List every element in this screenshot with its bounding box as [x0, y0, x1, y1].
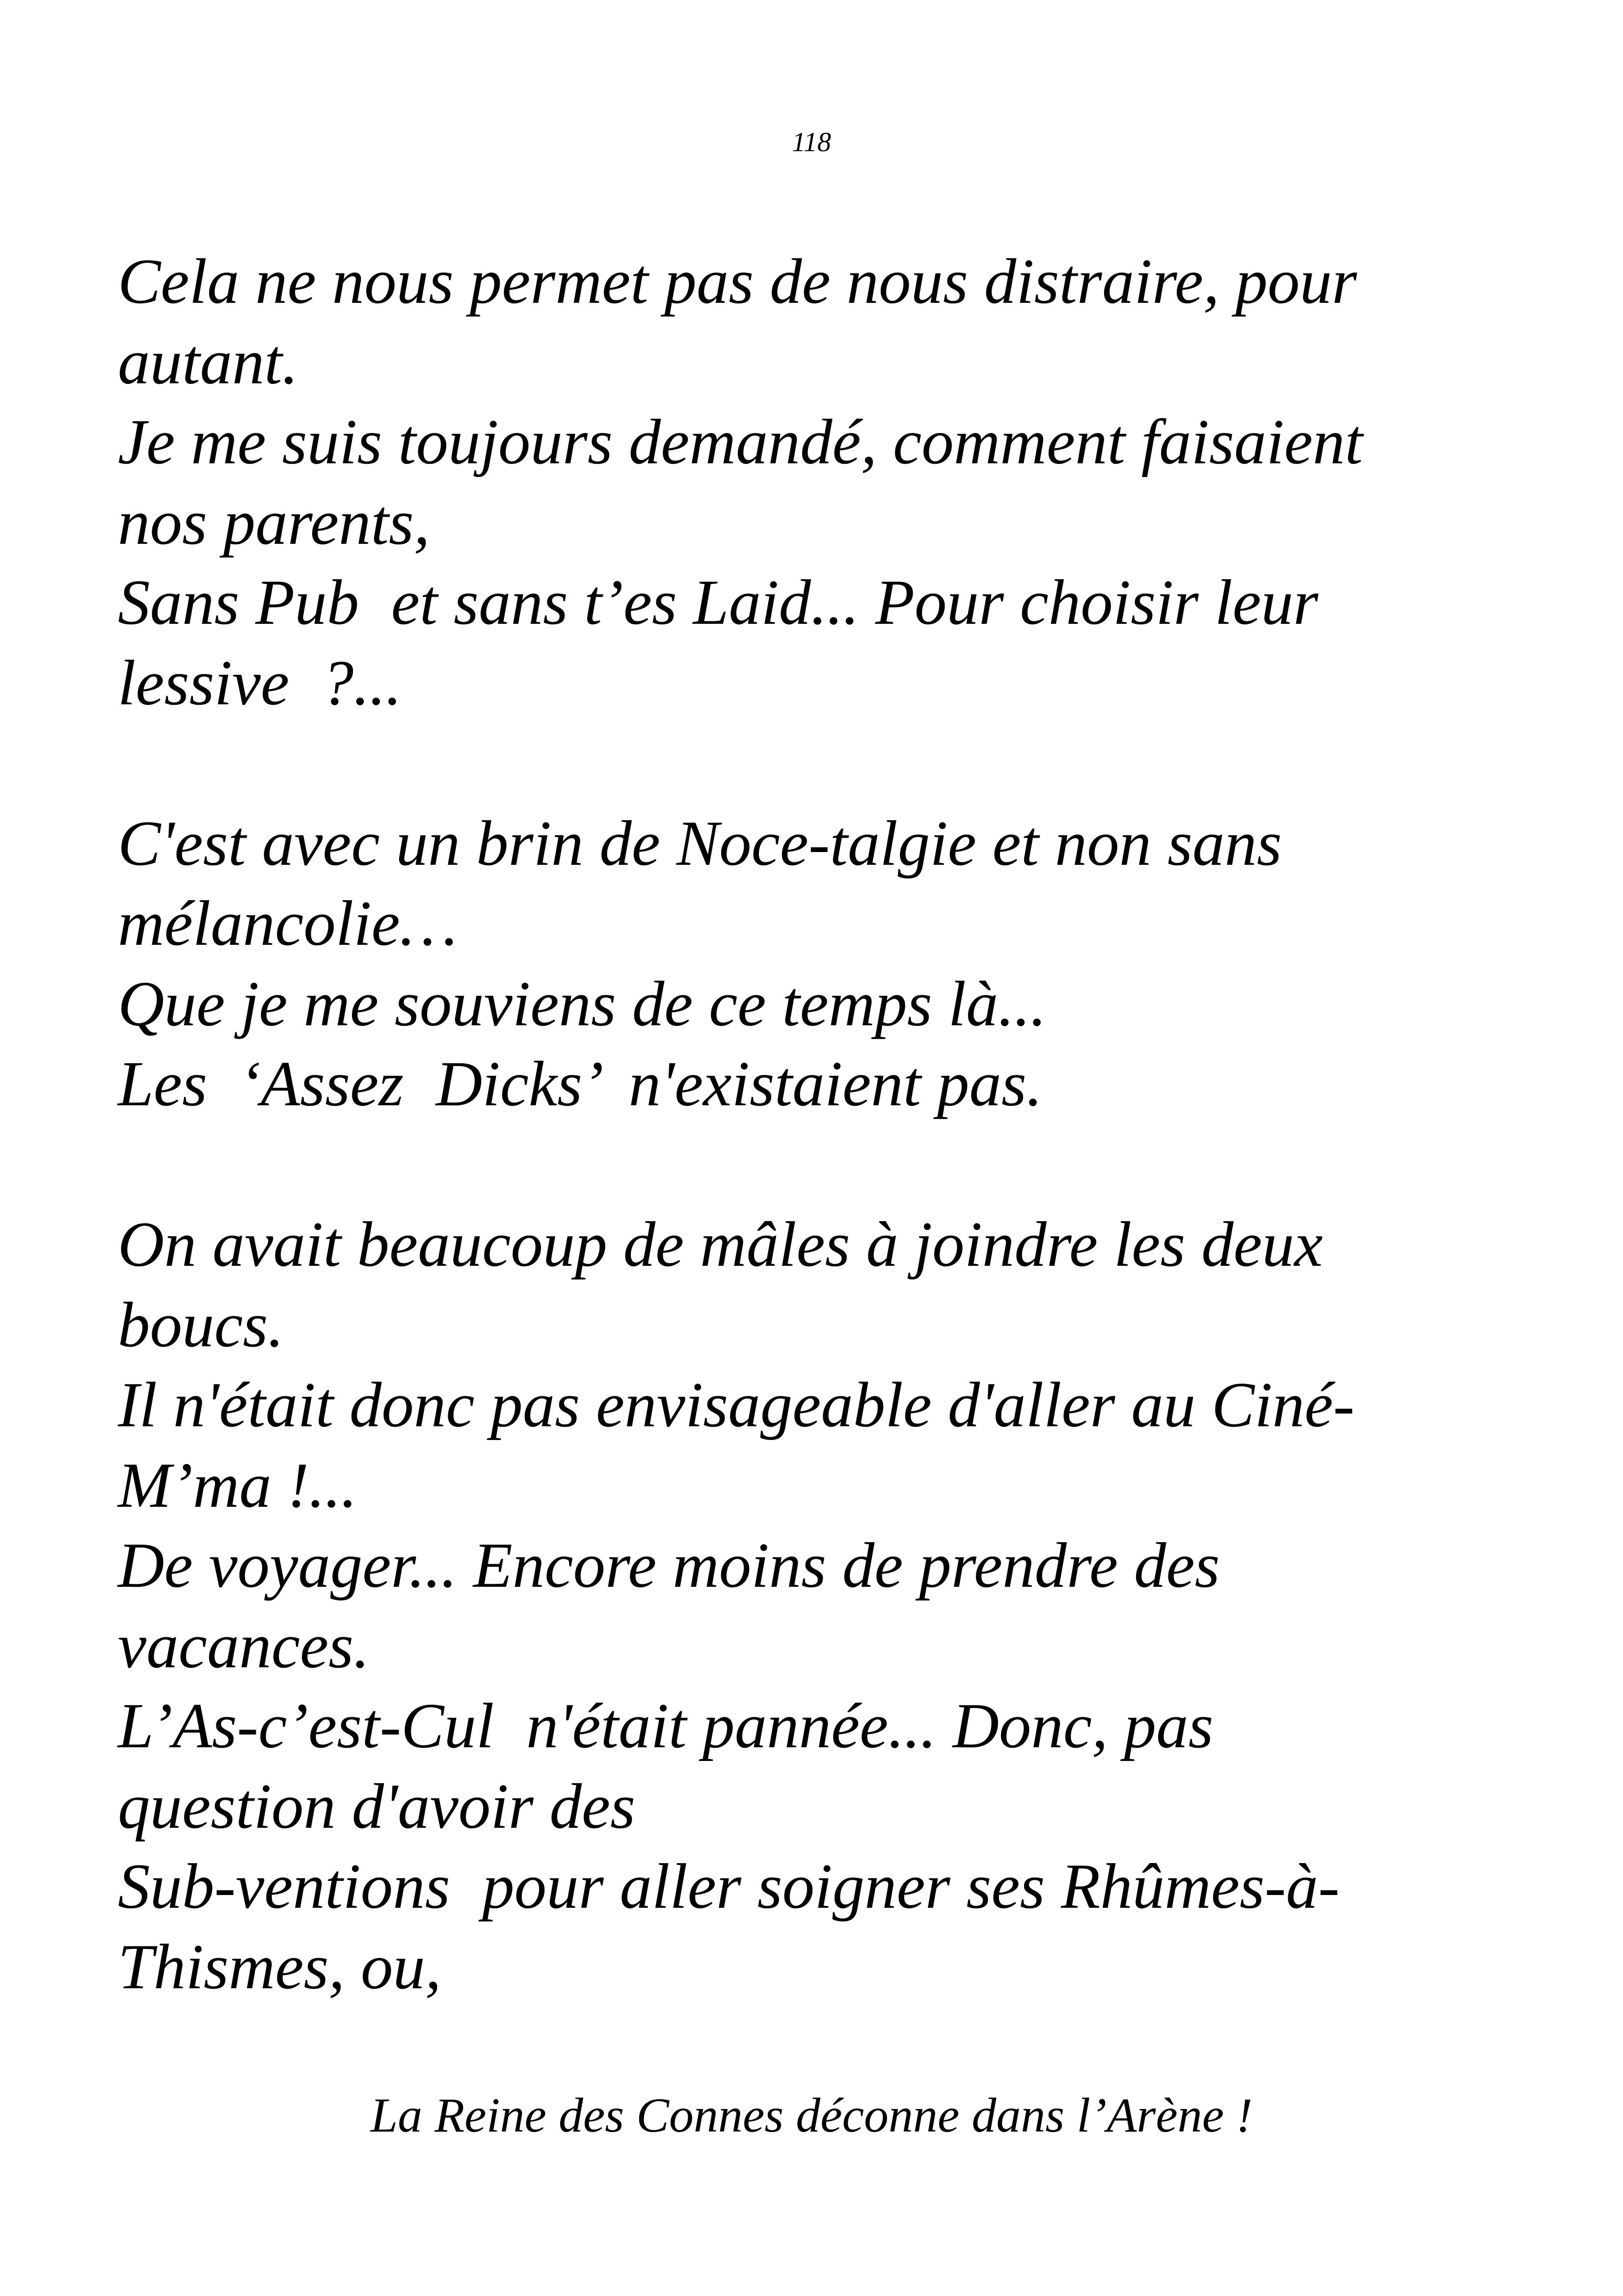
poem-line: lessive ?...: [118, 647, 402, 719]
poem-line: C'est avec un brin de Noce-talgie et non sans: [118, 807, 1282, 879]
page-number: 118: [792, 127, 831, 158]
poem-line: Thismes, ou,: [118, 1931, 441, 2002]
footer-book-title: La Reine des Connes déconne dans l’Arène !: [370, 2088, 1253, 2142]
stanza-2: [118, 803, 1522, 1124]
poem-line: Les ‘Assez Dicks’ n'existaient pas.: [118, 1048, 1043, 1120]
poem-line: vacances.: [118, 1610, 370, 1682]
stanza-break: [118, 1124, 1522, 1205]
poem-line: M’ma !...: [118, 1449, 357, 1521]
poem-body: [118, 241, 1522, 2007]
poem-line: question d'avoir des: [118, 1770, 636, 1842]
poem-line: Il n'était donc pas envisageable d'aller au Ciné-: [118, 1369, 1355, 1441]
poem-line: mélancolie…: [118, 888, 458, 959]
poem-line: Cela ne nous permet pas de nous distraire, pour: [118, 246, 1357, 317]
poem-line: L’As-c’est-Cul n'était pannée... Donc, pas: [118, 1690, 1214, 1762]
poem-line: De voyager... Encore moins de prendre des: [118, 1530, 1220, 1601]
poem-line: nos parents,: [118, 486, 430, 558]
poem-line: Sans Pub et sans t’es Laid... Pour choisir leur: [118, 567, 1319, 638]
poem-line: On avait beaucoup de mâles à joindre les deux: [118, 1209, 1323, 1280]
poem-line: boucs.: [118, 1289, 284, 1361]
stanza-1: [118, 241, 1522, 723]
poem-line: autant.: [118, 326, 298, 398]
poem-line: Que je me souviens de ce temps là...: [118, 968, 1047, 1040]
stanza-break: [118, 723, 1522, 803]
stanza-3: [118, 1204, 1522, 2007]
poem-line: Je me suis toujours demandé, comment faisaient: [118, 406, 1363, 478]
poem-line: Sub-ventions pour aller soigner ses Rhûmes-à-: [118, 1851, 1340, 1922]
